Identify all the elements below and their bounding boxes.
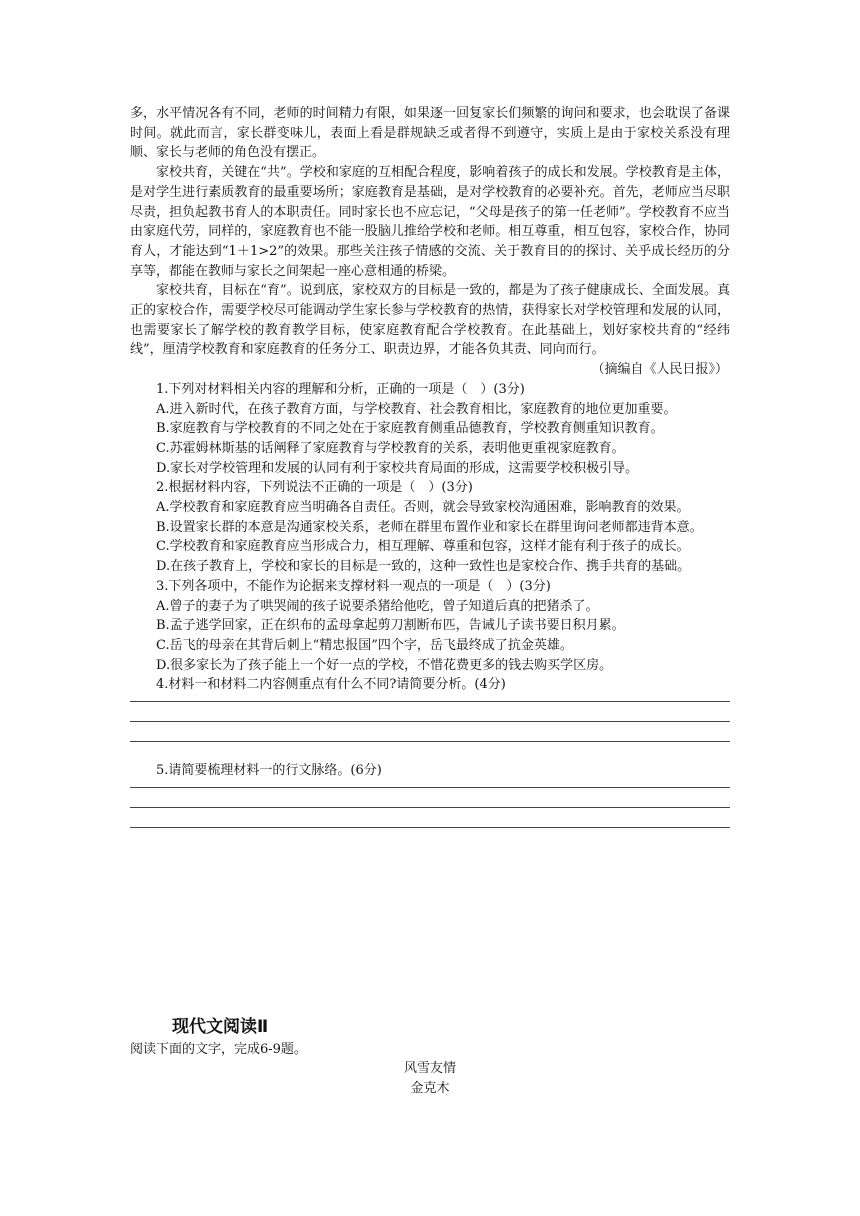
- question-4-stem: 4.材料一和材料二内容侧重点有什么不同?请简要分析。(4分): [156, 677, 506, 693]
- section-title: 现代文阅读Ⅱ: [172, 1017, 269, 1037]
- question-3-option-d: D.很多家长为了孩子能上一个好一点的学校，不惜花费更多的钱去购买学区房。: [156, 657, 613, 673]
- answer-line[interactable]: [130, 807, 730, 827]
- story-title: 风雪友情: [403, 1061, 456, 1076]
- answer-line[interactable]: [130, 741, 730, 761]
- answer-line[interactable]: [130, 827, 730, 847]
- question-3-stem: 3.下列各项中，不能作为论据来支撑材料一观点的一项是（ ）(3分): [156, 578, 551, 594]
- question-3-option-a: A.曾子的妻子为了哄哭闹的孩子说要杀猪给他吃，曾子知道后真的把猪杀了。: [156, 598, 599, 614]
- answer-line[interactable]: [130, 721, 730, 741]
- question-3-option-b: B.孟子逃学回家，正在织布的孟母拿起剪刀割断布匹，告诫儿子读书要日积月累。: [156, 618, 625, 634]
- question-2-option-b: B.设置家长群的本意是沟通家校关系，老师在群里布置作业和家长在群里询问老师都违背本意。: [156, 519, 703, 535]
- question-2-stem: 2.根据材料内容，下列说法不正确的一项是（ ）(3分): [156, 480, 473, 496]
- passage-paragraph: 家校共育，关键在“共”。学校和家庭的互相配合程度，影响着孩子的成长和发展。学校教育是主体，是对学生进行素质教育的最重要场所；家庭教育是基础，是对学校教育的必要补充。首先，老师应当尽职尽责，担负起教书育人的本职责任。同时家长也不应忘记，“父母是孩子的第一任老师”。学校教育不应当由家庭代劳，同样的，家庭教育也不能一股脑儿推给学校和老师。相互尊重，相互包容，家校合作，协同育人，才能达到“1＋1>2”的效果。那些关注孩子情感的交流、关于教育目的的探讨、关乎成长经历的分享等，都能在教师与家长之间架起一座心意相通的桥梁。: [130, 165, 730, 279]
- question-1-stem: 1.下列对材料相关内容的理解和分析，正确的一项是（ ）(3分): [156, 381, 525, 397]
- question-2-option-c: C.学校教育和家庭教育应当形成合力，相互理解、尊重和包容，这样才能有利于孩子的成长。: [156, 539, 690, 555]
- question-2-option-a: A.学校教育和家庭教育应当明确各自责任。否则，就会导致家校沟通困难，影响教育的效果。: [156, 500, 690, 516]
- question-1-option-b: B.家庭教育与学校教育的不同之处在于家庭教育侧重品德教育，学校教育侧重知识教育。: [156, 421, 664, 437]
- story-author: 金克木: [410, 1081, 450, 1096]
- question-2-option-d: D.在孩子教育上，学校和家长的目标是一致的，这种一致性也是家校合作、携手共育的基础。: [156, 559, 691, 575]
- answer-line[interactable]: [130, 787, 730, 807]
- passage-paragraph: 多，水平情况各有不同，老师的时间精力有限，如果逐一回复家长们频繁的询问和要求，也会耽误了备课时间。就此而言，家长群变味儿，表面上看是群规缺乏或者得不到遵守，实质上是由于家校关系没有理顺、家长与老师的角色没有摆正。: [130, 106, 730, 161]
- question-3-option-c: C.岳飞的母亲在其背后刺上“精忠报国”四个字，岳飞最终成了抗金英雄。: [156, 637, 573, 653]
- passage-source: （摘编自《人民日报》）: [591, 362, 728, 378]
- answer-line[interactable]: [130, 701, 730, 721]
- answer-lines-q5[interactable]: [130, 787, 730, 847]
- question-1-option-a: A.进入新时代，在孩子教育方面，与学校教育、社会教育相比，家庭教育的地位更加重要。: [156, 401, 677, 417]
- section-instruction: 阅读下面的文字，完成6-9题。: [130, 1042, 307, 1057]
- main-content: [130, 104, 730, 847]
- question-1-option-c: C.苏霍姆林斯基的话阐释了家庭教育与学校教育的关系，表明他更重视家庭教育。: [156, 440, 625, 456]
- question-1-option-d: D.家长对学校管理和发展的认同有利于家校共育局面的形成，这需要学校积极引导。: [156, 460, 639, 476]
- passage-paragraph: 家校共育，目标在“育”。说到底，家校双方的目标是一致的，都是为了孩子健康成长、全面发展。真正的家校合作，需要学校尽可能调动学生家长参与学校教育的热情，获得家长对学校管理和发展的认同，也需要家长了解学校的教育教学目标，使家庭教育配合学校教育。在此基础上，划好家校共育的“经纬线”，厘清学校教育和家庭教育的任务分工、职责边界，才能各负其责、同向而行。: [130, 283, 730, 358]
- answer-lines-q4[interactable]: [130, 701, 730, 761]
- question-5-stem: 5.请简要梳理材料一的行文脉络。(6分): [156, 763, 382, 779]
